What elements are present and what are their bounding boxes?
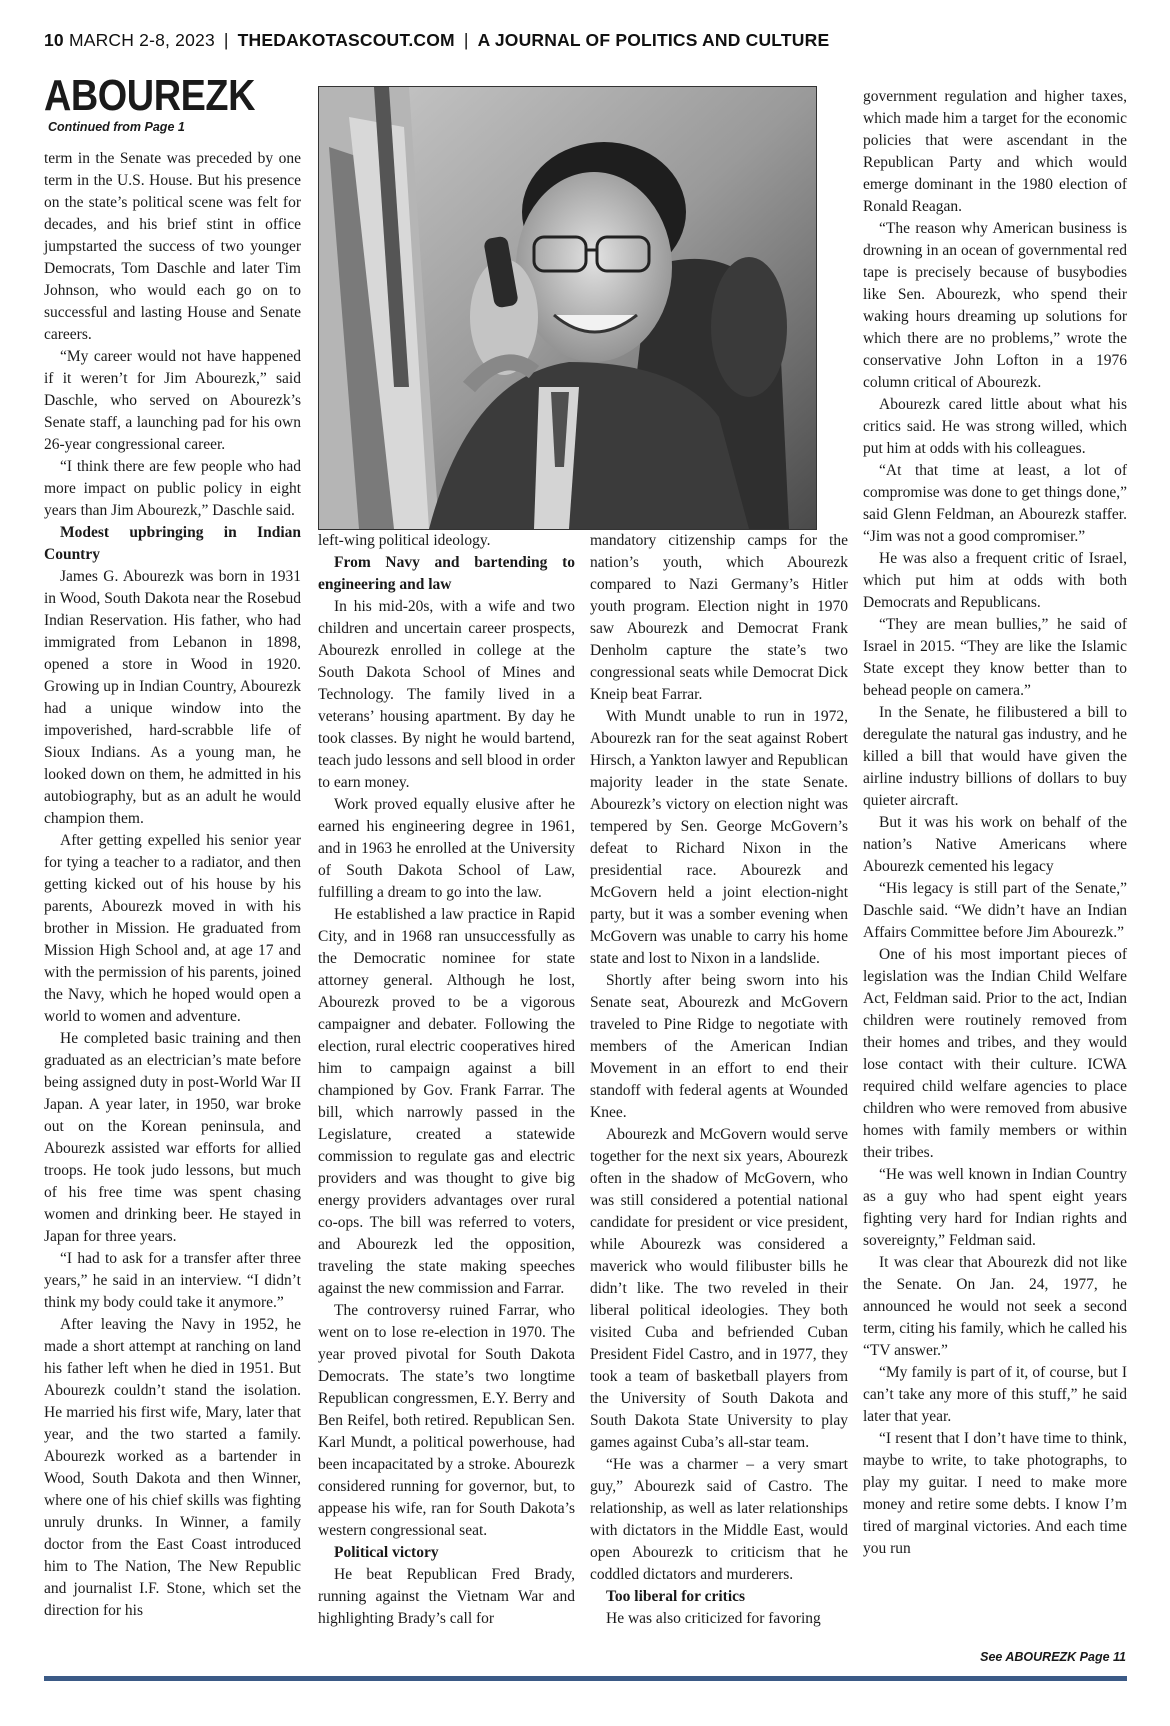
column-4 xyxy=(863,86,1127,1646)
paragraph: government regulation and higher taxes, which made him a target for the economic policies that were ascendant in the Republican Party and which would emerge dominant in the 1980 election of Ronald Reagan. xyxy=(863,88,1127,215)
paragraph: “His legacy is still part of the Senate,” Daschle said. “We didn’t have an Indian Affairs Committee before Jim Abourezk.” xyxy=(863,880,1127,941)
paragraph: One of his most important pieces of legislation was the Indian Child Welfare Act, Feldman said. Prior to the act, Indian children were routinely removed from their homes and tribes, and they would lose contact with their culture. ICWA required child welfare agencies to place children who were removed from abusive homes with family members or within their tribes. xyxy=(863,946,1127,1161)
paragraph: After leaving the Navy in 1952, he made a short attempt at ranching on land his father left when he died in 1951. But Abourezk couldn’t stand the isolation. He married his first wife, Mary, later that year, and the two started a family. Abourezk worked as a bartender in Wood, South Dakota and then Winner, where one of his chief skills was fighting unruly drunks. In Winner, a family doctor from the East Coast introduced him to The Nation, The New Republic and journalist I.F. Stone, which set the direction for his xyxy=(44,1316,301,1619)
paragraph: “He was a charmer – a very smart guy,” Abourezk said of Castro. The relationship, as well as later relationships with dictators in the Middle East, would open Abourezk to criticism that he coddled dictators and murderers. xyxy=(590,1456,848,1583)
paragraph: “I had to ask for a transfer after three years,” he said in an interview. “I didn’t think my body could take it anymore.” xyxy=(44,1250,301,1311)
paragraph: “I resent that I don’t have time to think, maybe to write, to take photographs, to play my guitar. I need to make more money and retire some debts. I know I’m tired of marginal victories. And each time you run xyxy=(863,1430,1127,1557)
page-header: 10 MARCH 2-8, 2023 | THEDAKOTASCOUT.COM | A JOURNAL OF POLITICS AND CULTURE xyxy=(44,30,830,50)
paragraph: He was also a frequent critic of Israel, which put him at odds with both Democrats and Republicans. xyxy=(863,550,1127,611)
subhead: From Navy and bartending to engineering and law xyxy=(318,554,575,593)
paragraph: He was also criticized for favoring xyxy=(606,1610,821,1627)
paragraph: Work proved equally elusive after he earned his engineering degree in 1961, and in 1963 he enrolled at the University of South Dakota School of Law, fulfilling a dream to go into the law. xyxy=(318,796,575,901)
subhead: Modest upbringing in Indian Country xyxy=(44,524,301,563)
paragraph: mandatory citizenship camps for the nation’s youth, which Abourezk compared to Nazi Germany’s Hitler youth program. Election night in 1970 saw Abourezk and Democrat Frank Denholm capture the state’s two congressional seats while Democrat Dick Kneip beat Farrar. xyxy=(590,532,848,703)
photo-senator-on-phone xyxy=(319,87,816,529)
paragraph: He completed basic training and then graduated as an electrician’s mate before being assigned duty in post-World War II Japan. A year later, in 1950, war broke out on the Korean peninsula, and Abourezk assisted war efforts for allied troops. He took judo lessons, but much of his free time was spent chasing women and drinking beer. He stayed in Japan for three years. xyxy=(44,1030,301,1245)
paragraph: “They are mean bullies,” he said of Israel in 2015. “They are like the Islamic State except they know better than to behead people on camera.” xyxy=(863,616,1127,699)
article-photo xyxy=(318,86,817,530)
subhead: Too liberal for critics xyxy=(606,1588,746,1605)
paragraph: “The reason why American business is drowning in an ocean of governmental red tape is precisely because of busybodies like Sen. Abourezk, who spend their waking hours dreaming up solutions for which there are no problems,” wrote the conservative John Lofton in a 1976 column critical of Abourezk. xyxy=(863,220,1127,391)
continued-from: Continued from Page 1 xyxy=(48,120,185,134)
paragraph: “My family is part of it, of course, but I can’t take any more of this stuff,” he said later that year. xyxy=(863,1364,1127,1425)
column-2 xyxy=(318,530,575,1670)
site-name: THEDAKOTASCOUT.COM xyxy=(237,30,455,50)
bottom-rule xyxy=(44,1676,1127,1681)
paragraph: But it was his work on behalf of the nation’s Native Americans where Abourezk cemented his legacy xyxy=(863,814,1127,875)
paragraph: It was clear that Abourezk did not like the Senate. On Jan. 24, 1977, he announced he would not seek a second term, citing his family, which he called his “TV answer.” xyxy=(863,1254,1127,1359)
jump-line: See ABOUREZK Page 11 xyxy=(980,1650,1126,1664)
paragraph: In the Senate, he filibustered a bill to deregulate the natural gas industry, and he killed a bill that would have given the airline industry billions of dollars to buy quieter aircraft. xyxy=(863,704,1127,809)
article-title: ABOUREZK xyxy=(44,71,255,120)
paragraph: “At that time at least, a lot of compromise was done to get things done,” said Glenn Feldman, an Abourezk staffer. “Jim was not a good compromiser.” xyxy=(863,462,1127,545)
paragraph: After getting expelled his senior year for tying a teacher to a radiator, and then getting kicked out of his house by his parents, Abourezk moved in with his brother in Mission. He graduated from Mission High School and, at age 17 and with the permission of his parents, joined the Navy, which he hoped would open a world to women and adventure. xyxy=(44,832,301,1025)
column-3 xyxy=(590,530,848,1670)
paragraph: Abourezk cared little about what his critics said. He was strong willed, which put him at odds with his colleagues. xyxy=(863,396,1127,457)
paragraph: “I think there are few people who had more impact on public policy in eight years than Jim Abourezk,” Daschle said. xyxy=(44,458,301,519)
subhead: Political victory xyxy=(334,1544,439,1561)
paragraph: He established a law practice in Rapid City, and in 1968 ran unsuccessfully as the Democratic nominee for state attorney general. Although he lost, Abourezk proved to be a vigorous campaigner and debater. Following the election, rural electric cooperatives hired him to campaign against a bill championed by Gov. Frank Farrar. The bill, which narrowly passed in the Legislature, created a statewide commission to regulate gas and electric providers and was thought to give big energy providers advantages over rural co-ops. The bill was referred to voters, and Abourezk led the opposition, traveling the state making speeches against the new commission and Farrar. xyxy=(318,906,575,1297)
paragraph: left-wing political ideology. xyxy=(318,532,491,549)
tagline: A JOURNAL OF POLITICS AND CULTURE xyxy=(477,30,830,50)
paragraph: Shortly after being sworn into his Senate seat, Abourezk and McGovern traveled to Pine Ridge to negotiate with members of the American Indian Movement in an effort to end their standoff with federal agents at Wounded Knee. xyxy=(590,972,848,1121)
paragraph: “My career would not have happened if it weren’t for Jim Abourezk,” said Daschle, who served on Abourezk’s Senate staff, a launching pad for his own 26-year congressional career. xyxy=(44,348,301,453)
paragraph: term in the Senate was preceded by one term in the U.S. House. But his presence on the state’s political scene was felt for decades, and his brief stint in office jumpstarted the success of two younger Democrats, Tom Daschle and later Tim Johnson, who would each go on to successful and lasting House and Senate careers. xyxy=(44,150,301,343)
column-1 xyxy=(44,148,301,1668)
page-number: 10 xyxy=(44,30,64,50)
paragraph: In his mid-20s, with a wife and two children and uncertain career prospects, Abourezk enrolled in college at the South Dakota School of Mines and Technology. The family lived in a veterans’ housing apartment. By day he took classes. By night he would bartend, teach judo lessons and sell blood in order to earn money. xyxy=(318,598,575,791)
paragraph: The controversy ruined Farrar, who went on to lose re-election in 1970. The year proved pivotal for South Dakota Democrats. The state’s two longtime Republican congressmen, E.Y. Berry and Ben Reifel, both retired. Republican Sen. Karl Mundt, a political powerhouse, had been incapacitated by a stroke. Abourezk considered running for governor, but, to appease his wife, ran for South Dakota’s western congressional seat. xyxy=(318,1302,575,1539)
paragraph: “He was well known in Indian Country as a guy who had spent eight years fighting very hard for Indian rights and sovereignty,” Feldman said. xyxy=(863,1166,1127,1249)
paragraph: With Mundt unable to run in 1972, Abourezk ran for the seat against Robert Hirsch, a Yankton lawyer and Republican majority leader in the state Senate. Abourezk’s victory on election night was tempered by Sen. George McGovern’s defeat to Richard Nixon in the presidential race. Abourezk and McGovern held a joint election-night party, but it was a somber evening when McGovern was unable to carry his home state and lost to Nixon in a landslide. xyxy=(590,708,848,967)
paragraph: James G. Abourezk was born in 1931 in Wood, South Dakota near the Rosebud Indian Reservation. His father, who had immigrated from Lebanon in 1898, opened a store in Wood in 1920. Growing up in Indian Country, Abourezk had a unique window into the impoverished, hard-scrabble life of Sioux Indians. As a young man, he looked down on them, he admitted in his autobiography, but as an adult he would champion them. xyxy=(44,568,301,827)
issue-date: MARCH 2-8, 2023 xyxy=(68,30,215,50)
paragraph: Abourezk and McGovern would serve together for the next six years, Abourezk often in the shadow of McGovern, who was still considered a potential national candidate for president or vice president, while Abourezk was considered a maverick who would filibuster bills he didn’t like. The two reveled in their liberal political ideologies. They both visited Cuba and befriended Cuban President Fidel Castro, and in 1977, they took a team of basketball players from the University of South Dakota and South Dakota State University to play games against Cuba’s all-star team. xyxy=(590,1126,848,1451)
paragraph: He beat Republican Fred Brady, running against the Vietnam War and highlighting Brady’s call for xyxy=(318,1566,575,1627)
